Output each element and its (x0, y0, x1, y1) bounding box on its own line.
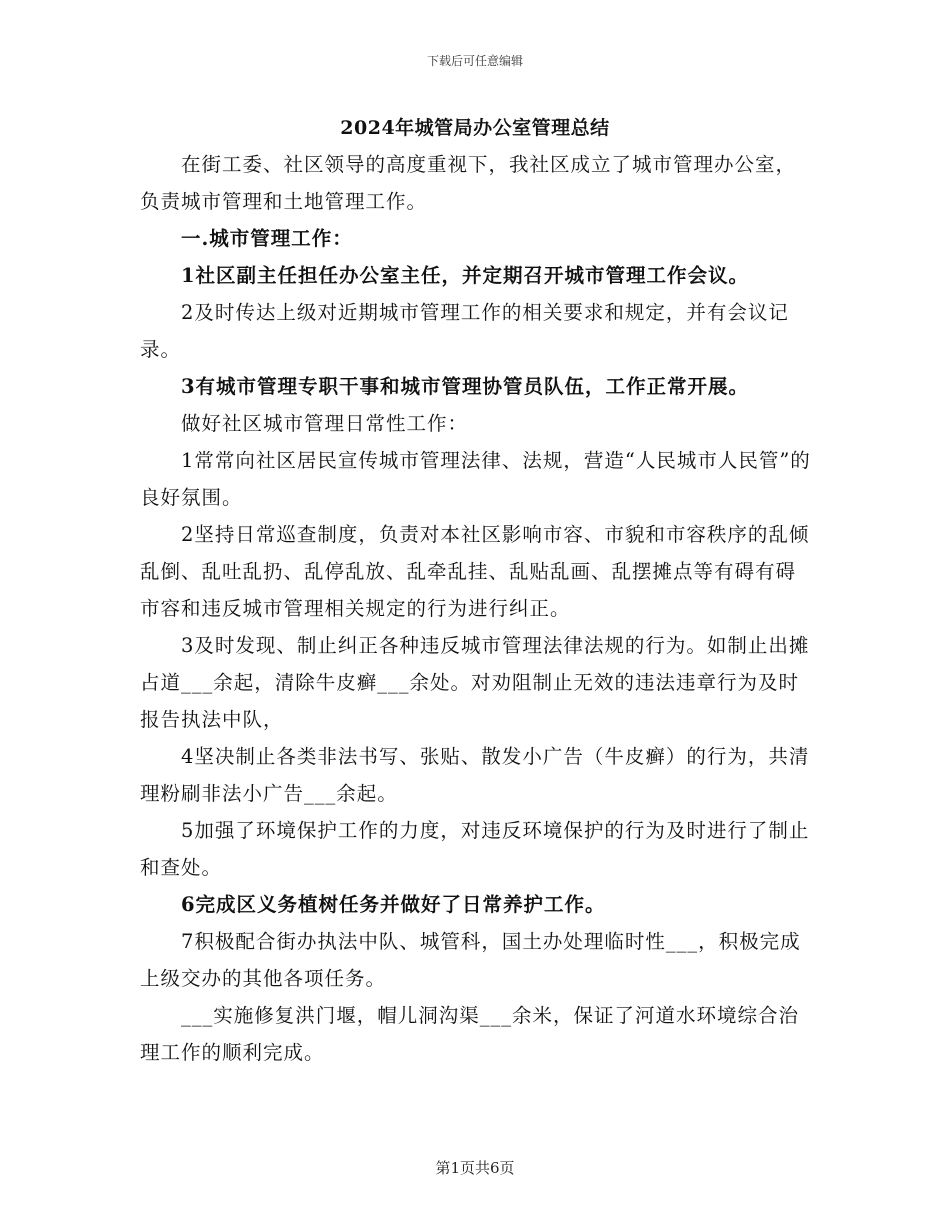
section-heading-city-management: 一.城市管理工作： (180, 227, 353, 250)
paragraph-daily-3: 3及时发现、制止纠正各种违反城市管理法律法规的行为。如制止出摊占道___余起，清除牛皮癣___余处。对劝阻制止无效的违法违章行为及时报告执法中队， (140, 634, 810, 731)
page-number: 第1页共6页 (435, 1159, 515, 1177)
paragraph-daily-5: 5加强了环境保护工作的力度，对违反环境保护的行为及时进行了制止和查处。 (140, 819, 810, 879)
paragraph-daily-7: 7积极配合街办执法中队、城管科，国土办处理临时性___，积极完成上级交办的其他各项任务。 (140, 930, 801, 990)
paragraph-item-2: 2及时传达上级对近期城市管理工作的相关要求和规定，并有会议记录。 (140, 301, 789, 361)
paragraph-daily-work: 做好社区城市管理日常性工作： (180, 412, 468, 435)
paragraph-daily-4: 4坚决制止各类非法书写、张贴、散发小广告（牛皮癣）的行为，共清理粉刷非法小广告___余起。 (140, 745, 810, 805)
paragraph-river-repair: ___实施修复洪门堰，帽儿洞沟渠___余米，保证了河道水环境综合治理工作的顺利完成。 (140, 1004, 799, 1064)
paragraph-daily-2: 2坚持日常巡查制度，负责对本社区影响市容、市貌和市容秩序的乱倾乱倒、乱吐乱扔、乱停乱放、乱牵乱挂、乱贴乱画、乱摆摊点等有碍有碍市容和违反城市管理相关规定的行为进行纠正。 (140, 523, 810, 620)
paragraph-1: 在街工委、社区领导的高度重视下，我社区成立了城市管理办公室，负责城市管理和土地管理工作。 (140, 153, 796, 213)
paragraph-daily-6: 6完成区义务植树任务并做好了日常养护工作。 (180, 893, 606, 916)
paragraph-item-3: 3有城市管理专职干事和城市管理协管员队伍，工作正常开展。 (180, 375, 750, 398)
document-body (140, 146, 812, 1071)
paragraph-item-1: 1社区副主任担任办公室主任，并定期召开城市管理工作会议。 (180, 264, 750, 287)
document-title: 2024年城管局办公室管理总结 (340, 117, 610, 139)
download-note: 下载后可任意编辑 (426, 54, 523, 68)
paragraph-daily-1: 1常常向社区居民宣传城市管理法律、法规，营造“人民城市人民管”的良好氛围。 (140, 449, 811, 509)
